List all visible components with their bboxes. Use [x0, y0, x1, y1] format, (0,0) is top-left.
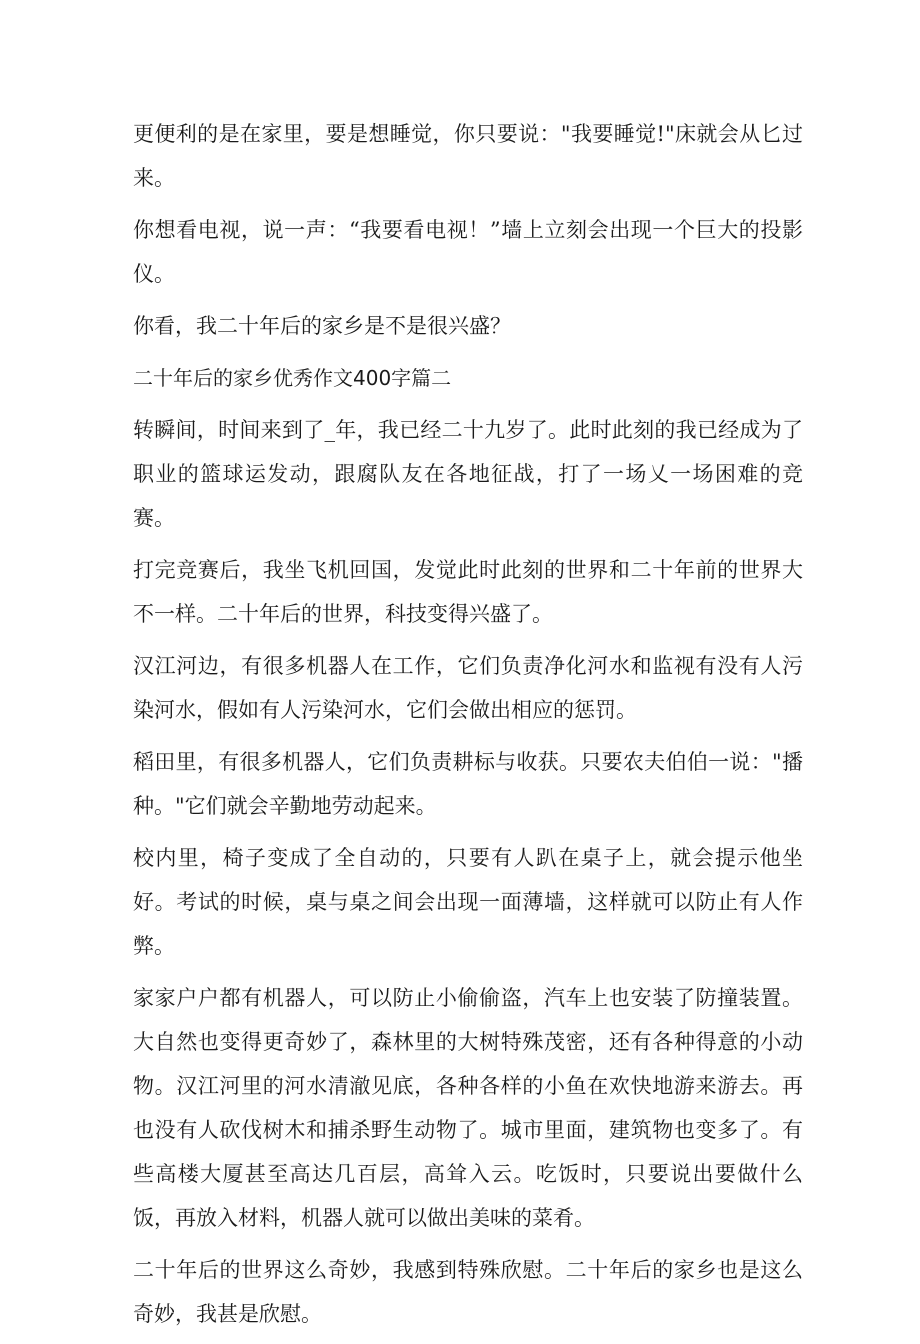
paragraph: 转瞬间，时间来到了_年，我已经二十九岁了。此时此刻的我已经成为了职业的篮球运发动，跟腐队友在各地征战，打了一场乂一场困难的竞赛。 [133, 418, 803, 530]
paragraph: 更便利的是在家里，要是想睡觉，你只要说："我要睡觉!"床就会从匕过来。 [133, 122, 803, 190]
section-heading: 二十年后的家乡优秀作文400字篇二 [133, 366, 452, 390]
paragraph: 你看，我二十年后的家乡是不是很兴盛？ [133, 314, 511, 338]
paragraph: 汉江河边，有很多机器人在工作，它们负责净化河水和监视有没有人污染河水，假如有人污染河水，它们会做出相应的惩罚。 [133, 654, 803, 722]
paragraph: 二十年后的世界这么奇妙，我感到特殊欣慰。二十年后的家乡也是这么奇妙，我甚是欣慰。 [133, 1258, 803, 1326]
paragraph: 校内里，椅子变成了全自动的，只要有人趴在桌子上，就会提示他坐好。考试的时候，桌与桌之间会出现一面薄墙，这样就可以防止有人作弊。 [133, 846, 803, 958]
paragraph: 家家户户都有机器人，可以防止小偷偷盗，汽车上也安装了防撞装置。大自然也变得更奇妙了，森林里的大树特殊茂密，还有各种得意的小动物。汉江河里的河水清澈见底，各种各样的小鱼在欢快地游来游去。再也没有人砍伐树木和捕杀野生动物了。城市里面，建筑物也变多了。有些高楼大厦甚至高达几百层，高耸入云。吃饭时，只要说出要做什么饭，再放入材料，机器人就可以做出美味的菜肴。 [133, 986, 803, 1230]
paragraph: 你想看电视，说一声：“我要看电视！”墙上立刻会出现一个巨大的投影仪。 [133, 218, 803, 286]
paragraph: 稻田里，有很多机器人，它们负责耕标与收获。只要农夫伯伯一说："播种。"它们就会辛勤地劳动起来。 [133, 750, 803, 818]
paragraph: 打完竞赛后，我坐飞机回国，发觉此时此刻的世界和二十年前的世界大不一样。二十年后的世界，科技变得兴盛了。 [133, 558, 803, 626]
document-body [133, 112, 803, 1344]
